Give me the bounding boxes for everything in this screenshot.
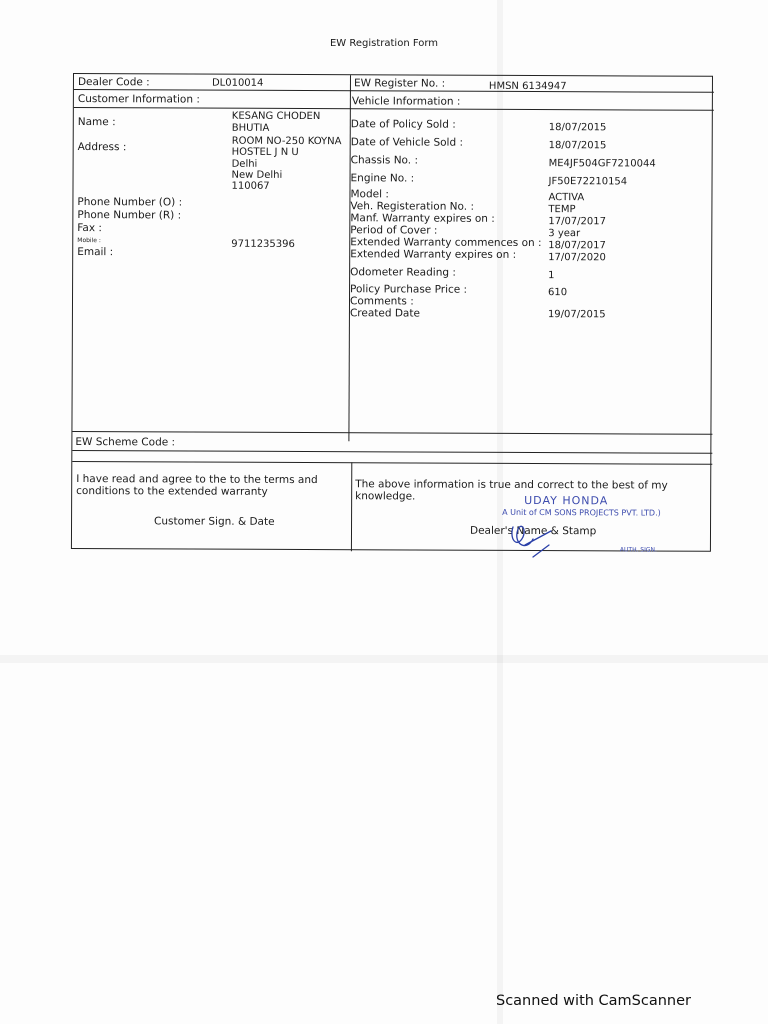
name-value-line: BHUTIA	[231, 122, 270, 134]
vehicle-label: Manf. Warranty expires on :	[350, 212, 495, 225]
ew-register-label: EW Register No. :	[353, 77, 446, 90]
vehicle-value: 17/07/2020	[548, 252, 606, 264]
vehicle-value: 19/07/2015	[547, 309, 606, 321]
mobile-value: 9711235396	[231, 238, 295, 250]
vehicle-value: 610	[548, 287, 568, 299]
address-line: 110067	[231, 180, 270, 192]
registration-form-table	[71, 73, 713, 552]
vehicle-label: Chassis No. :	[350, 154, 419, 167]
dealer-stamp-name: UDAY HONDA	[524, 493, 609, 508]
vehicle-label: Comments :	[349, 295, 414, 308]
vehicle-label: Date of Policy Sold :	[350, 118, 456, 131]
customer-section-label: Customer Information :	[77, 93, 200, 106]
vehicle-label: Period of Cover :	[350, 224, 438, 237]
dealer-declaration-text: knowledge.	[355, 490, 416, 503]
vehicle-value: TEMP	[548, 204, 576, 216]
vehicle-value: 1	[548, 270, 555, 282]
name-label: Name :	[77, 116, 116, 129]
vehicle-section-label: Vehicle Information :	[351, 95, 461, 108]
vehicle-value: 18/07/2015	[548, 140, 607, 152]
dealer-code-label: Dealer Code :	[77, 76, 150, 89]
vehicle-value: JF50E72210154	[548, 176, 628, 188]
scanner-watermark: Scanned with CamScanner	[496, 993, 692, 1009]
vehicle-value: 3 year	[548, 228, 581, 240]
dealer-stamp-company: A Unit of CM SONS PROJECTS PVT. LTD.)	[502, 507, 661, 518]
address-line: New Delhi	[231, 169, 283, 181]
dealer-sign-label: Dealer's Name & Stamp	[469, 524, 597, 538]
address-line: ROOM NO-250 KOYNA	[231, 135, 342, 148]
vehicle-value: ME4JF504GF7210044	[548, 158, 656, 170]
email-label: Email :	[77, 246, 114, 259]
vehicle-label: Policy Purchase Price :	[350, 283, 468, 296]
fax-label: Fax :	[77, 222, 102, 235]
vehicle-value: 17/07/2017	[548, 216, 607, 228]
address-label: Address :	[77, 141, 127, 154]
vehicle-label: Date of Vehicle Sold :	[350, 136, 464, 149]
customer-sign-label: Customer Sign. & Date	[154, 515, 275, 528]
customer-agreement-text: conditions to the extended warranty	[76, 485, 268, 498]
vehicle-value: 18/07/2017	[548, 240, 606, 252]
dealer-declaration-text: The above information is true and correct to the best of my	[355, 478, 668, 492]
ew-scheme-code-label: EW Scheme Code :	[75, 436, 176, 449]
address-line: Delhi	[231, 158, 258, 170]
row-divider	[72, 450, 712, 454]
vehicle-label: Extended Warranty commences on :	[350, 236, 542, 250]
vehicle-label: Created Date	[349, 307, 420, 320]
column-divider	[351, 462, 352, 551]
row-divider	[72, 461, 712, 465]
name-value-line: KESANG CHODEN	[231, 110, 321, 123]
phone-office-label: Phone Number (O) :	[77, 196, 183, 209]
vehicle-value: ACTIVA	[548, 192, 585, 204]
dealer-signature	[505, 515, 565, 563]
paper-fold-horizontal	[0, 655, 768, 663]
customer-agreement-text: I have read and agree to the to the terms and	[76, 473, 318, 487]
ew-register-value: HMSN 6134947	[488, 80, 567, 93]
vehicle-label: Extended Warranty expires on :	[350, 248, 517, 261]
row-divider	[72, 431, 712, 435]
vehicle-label: Model :	[350, 188, 389, 201]
vehicle-label: Engine No. :	[350, 172, 415, 185]
row-divider	[74, 89, 714, 93]
signature-stroke	[512, 526, 551, 557]
form-title: EW Registration Form	[329, 38, 439, 49]
vehicle-label: Odometer Reading :	[350, 266, 456, 279]
address-line: HOSTEL J N U	[231, 146, 299, 158]
dealer-code-value: DL010014	[211, 77, 264, 89]
mobile-label: Mobile :	[77, 237, 101, 245]
vehicle-label: Veh. Registeration No. :	[350, 200, 475, 213]
vehicle-value: 18/07/2015	[548, 122, 607, 134]
row-divider	[74, 107, 714, 111]
phone-residence-label: Phone Number (R) :	[77, 209, 182, 222]
dealer-stamp-auth: AUTH. SIGN.	[619, 546, 657, 554]
